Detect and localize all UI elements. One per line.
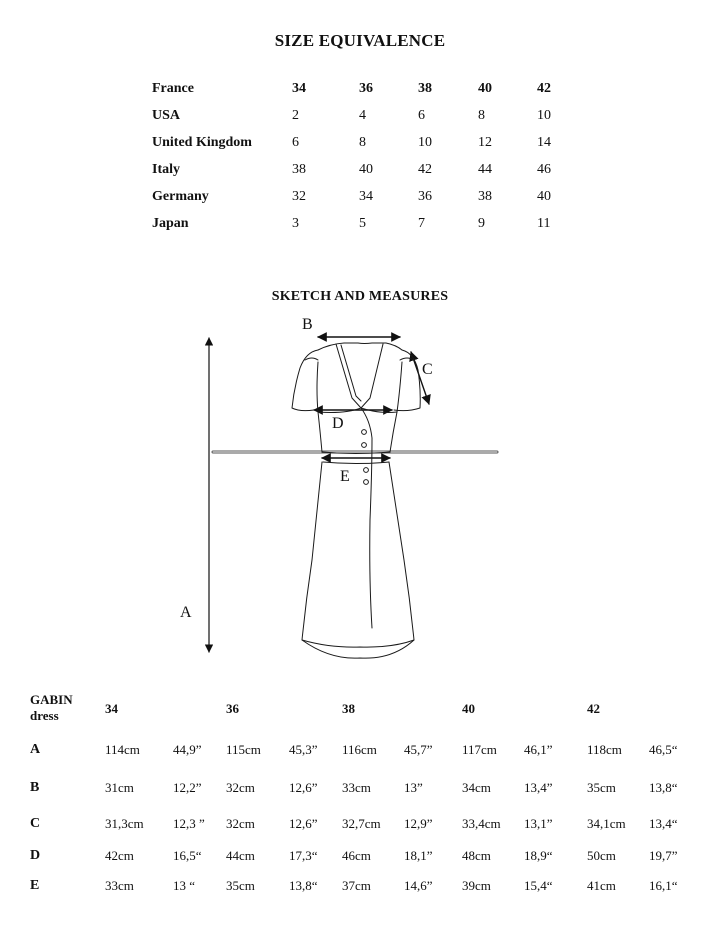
cell-value: 45,3”: [289, 742, 318, 757]
cell-value: 32,7cm: [342, 816, 381, 831]
cell-value: 44,9”: [173, 742, 202, 757]
cell-value: 46,1”: [524, 742, 553, 757]
size-header: 34: [105, 701, 118, 716]
cell-value: 45,7”: [404, 742, 433, 757]
cell-value: 15,4“: [524, 878, 553, 893]
size-value: 12: [478, 135, 492, 150]
cell-value: 37cm: [342, 878, 371, 893]
size-value: 38: [418, 81, 432, 96]
size-header: 38: [342, 701, 355, 716]
size-value: 6: [418, 108, 425, 123]
size-equivalence-title: SIZE EQUIVALENCE: [274, 31, 446, 50]
country-label: France: [152, 81, 194, 96]
cell-value: 18,9“: [524, 848, 553, 863]
label-e: E: [340, 468, 350, 485]
measure-letter: C: [30, 816, 41, 831]
cell-value: 116cm: [342, 742, 377, 757]
size-value: 46: [537, 162, 551, 177]
size-value: 40: [537, 189, 551, 204]
country-label: Italy: [152, 162, 180, 177]
size-value: 40: [478, 81, 492, 96]
size-value: 9: [478, 216, 485, 231]
size-value: 42: [418, 162, 432, 177]
size-value: 10: [537, 108, 551, 123]
country-label: Germany: [152, 189, 209, 204]
country-label: United Kingdom: [152, 135, 252, 150]
size-value: 10: [418, 135, 432, 150]
country-label: Japan: [152, 216, 189, 231]
cell-value: 33,4cm: [462, 816, 501, 831]
dress-outline: [292, 343, 420, 658]
country-label: USA: [152, 108, 181, 123]
cell-value: 12,3 ”: [173, 816, 205, 831]
size-value: 40: [359, 162, 373, 177]
label-c: C: [422, 361, 433, 378]
size-header: 36: [226, 701, 239, 716]
cell-value: 34,1cm: [587, 816, 626, 831]
cell-value: 13,4”: [524, 780, 553, 795]
cell-value: 12,9”: [404, 816, 433, 831]
cell-value: 118cm: [587, 742, 622, 757]
cell-value: 34cm: [462, 780, 491, 795]
size-value: 8: [478, 108, 485, 123]
size-value: 6: [292, 135, 299, 150]
cell-value: 115cm: [226, 742, 261, 757]
cell-value: 12,2”: [173, 780, 202, 795]
size-value: 44: [478, 162, 492, 177]
size-value: 4: [359, 108, 366, 123]
cell-value: 114cm: [105, 742, 140, 757]
size-value: 38: [292, 162, 306, 177]
size-value: 2: [292, 108, 299, 123]
size-value: 8: [359, 135, 366, 150]
cell-value: 17,3“: [289, 848, 318, 863]
size-value: 14: [537, 135, 551, 150]
cell-value: 12,6”: [289, 780, 318, 795]
size-value: 38: [478, 189, 492, 204]
cell-value: 19,7”: [649, 848, 678, 863]
cell-value: 33cm: [342, 780, 371, 795]
size-value: 34: [359, 189, 373, 204]
cell-value: 18,1”: [404, 848, 433, 863]
size-value: 42: [537, 81, 551, 96]
cell-value: 14,6”: [404, 878, 433, 893]
sketch-title: SKETCH AND MEASURES: [271, 289, 449, 304]
cell-value: 13,1”: [524, 816, 553, 831]
cell-value: 16,1“: [649, 878, 678, 893]
cell-value: 16,5“: [173, 848, 202, 863]
size-value: 11: [537, 216, 551, 231]
cell-value: 50cm: [587, 848, 616, 863]
cell-value: 41cm: [587, 878, 616, 893]
label-d: D: [332, 415, 344, 432]
measure-letter: A: [30, 742, 41, 757]
label-a: A: [180, 604, 192, 621]
cell-value: 13,8“: [649, 780, 678, 795]
cell-value: 13,8“: [289, 878, 318, 893]
label-b: B: [302, 316, 313, 333]
cell-value: 13,4“: [649, 816, 678, 831]
cell-value: 48cm: [462, 848, 491, 863]
cell-value: 35cm: [587, 780, 616, 795]
cell-value: 39cm: [462, 878, 491, 893]
cell-value: 46,5“: [649, 742, 678, 757]
cell-value: 44cm: [226, 848, 255, 863]
cell-value: 32cm: [226, 780, 255, 795]
model-type: dress: [30, 708, 59, 723]
cell-value: 33cm: [105, 878, 134, 893]
size-value: 36: [418, 189, 432, 204]
measure-letter: E: [30, 878, 40, 893]
measure-letter: B: [30, 780, 40, 795]
cell-value: 13”: [404, 780, 423, 795]
size-header: 40: [462, 701, 475, 716]
size-value: 32: [292, 189, 306, 204]
cell-value: 13 “: [173, 878, 196, 893]
measure-letter: D: [30, 848, 41, 863]
model-name: GABIN: [30, 692, 73, 707]
cell-value: 35cm: [226, 878, 255, 893]
cell-value: 32cm: [226, 816, 255, 831]
cell-value: 31,3cm: [105, 816, 144, 831]
size-header: 42: [587, 701, 600, 716]
size-value: 36: [359, 81, 373, 96]
cell-value: 42cm: [105, 848, 134, 863]
size-value: 34: [292, 81, 306, 96]
cell-value: 46cm: [342, 848, 371, 863]
cell-value: 117cm: [462, 742, 497, 757]
size-value: 5: [359, 216, 366, 231]
size-value: 7: [418, 216, 425, 231]
cell-value: 31cm: [105, 780, 134, 795]
cell-value: 12,6”: [289, 816, 318, 831]
size-value: 3: [292, 216, 299, 231]
